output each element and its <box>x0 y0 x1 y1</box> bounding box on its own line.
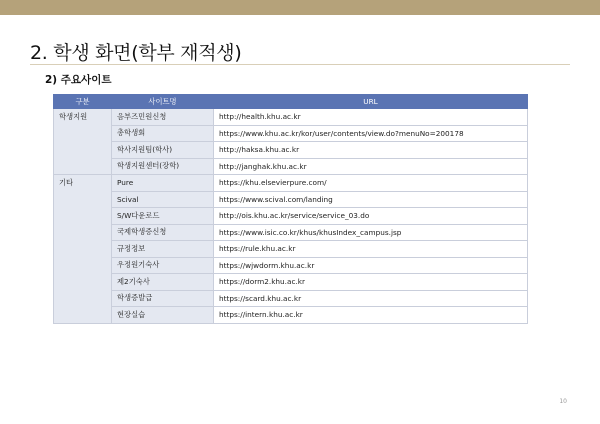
top-decorative-bar <box>0 0 600 15</box>
table-row <box>54 109 528 126</box>
table-row <box>54 224 528 241</box>
table-row <box>54 175 528 192</box>
column-header-site-name: 사이트명 <box>112 95 214 109</box>
table-row <box>54 307 528 324</box>
site-url-link[interactable]: https://rule.khu.ac.kr <box>214 241 528 258</box>
site-name-cell: 학생지원센터(장학) <box>112 158 214 175</box>
site-url-link[interactable]: https://intern.khu.ac.kr <box>214 307 528 324</box>
column-header-url: URL <box>214 95 528 109</box>
site-name-cell: 학사지원팀(학사) <box>112 142 214 159</box>
section-heading: 2) 주요사이트 <box>45 74 112 86</box>
category-cell: 학생지원 <box>54 109 112 175</box>
table-header-row <box>54 95 528 109</box>
site-url-link[interactable]: https://www.scival.com/landing <box>214 191 528 208</box>
site-name-cell: 현장실습 <box>112 307 214 324</box>
table-row <box>54 257 528 274</box>
site-name-cell: S/W다운로드 <box>112 208 214 225</box>
table-row <box>54 125 528 142</box>
site-url-link[interactable]: https://www.khu.ac.kr/kor/user/contents/view.do?menuNo=200178 <box>214 125 528 142</box>
site-name-cell: 총학생회 <box>112 125 214 142</box>
site-url-link[interactable]: http://haksa.khu.ac.kr <box>214 142 528 159</box>
table-row <box>54 290 528 307</box>
site-url-link[interactable]: http://health.khu.ac.kr <box>214 109 528 126</box>
title-divider <box>30 64 570 65</box>
site-url-link[interactable]: https://khu.elsevierpure.com/ <box>214 175 528 192</box>
site-url-link[interactable]: https://www.isic.co.kr/khus/khusIndex_campus.jsp <box>214 224 528 241</box>
table-row <box>54 241 528 258</box>
site-url-link[interactable]: https://wjwdorm.khu.ac.kr <box>214 257 528 274</box>
column-header-category: 구분 <box>54 95 112 109</box>
table-row <box>54 158 528 175</box>
site-name-cell: 학생증발급 <box>112 290 214 307</box>
table-row <box>54 191 528 208</box>
site-url-link[interactable]: https://dorm2.khu.ac.kr <box>214 274 528 291</box>
table-row <box>54 274 528 291</box>
site-url-link[interactable]: http://ois.khu.ac.kr/service/service_03.do <box>214 208 528 225</box>
site-name-cell: 국제학생증신청 <box>112 224 214 241</box>
site-name-cell: 음부즈민원신청 <box>112 109 214 126</box>
site-url-link[interactable]: http://janghak.khu.ac.kr <box>214 158 528 175</box>
site-name-cell: 우정원기숙사 <box>112 257 214 274</box>
site-url-link[interactable]: https://scard.khu.ac.kr <box>214 290 528 307</box>
table-row <box>54 208 528 225</box>
site-name-cell: 규정정보 <box>112 241 214 258</box>
site-name-cell: 제2기숙사 <box>112 274 214 291</box>
site-name-cell: Scival <box>112 191 214 208</box>
site-name-cell: Pure <box>112 175 214 192</box>
category-cell: 기타 <box>54 175 112 324</box>
page-title: 2. 학생 화면(학부 재적생) <box>30 42 242 64</box>
page-number: 10 <box>559 398 567 405</box>
sites-table <box>53 94 528 324</box>
table-row <box>54 142 528 159</box>
